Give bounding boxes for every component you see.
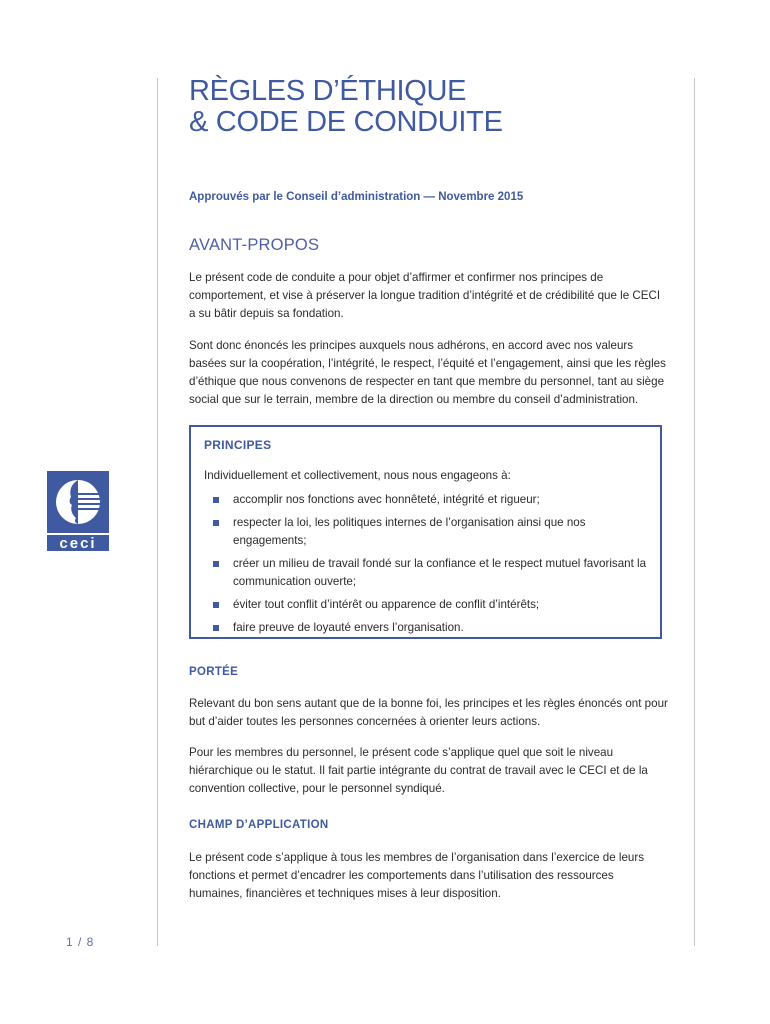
title-line-2: & CODE DE CONDUITE [189,106,503,138]
avant-propos-paragraph-1: Le présent code de conduite a pour objet d’affirmer et confirmer nos principes de comportement, et vise à préserver la longue tradition d’intégrité et de crédibilité que le CECI a su bâtir depuis sa fondation. [189,271,661,320]
list-item [213,596,653,614]
portee-paragraph-1: Relevant du bon sens autant que de la bonne foi, les principes et les règles énoncés ont pour but d’aider toutes les personnes concernées à orienter leurs actions. [189,697,668,728]
page-number: 1 / 8 [66,935,95,949]
ceci-logo-graphic [47,471,109,551]
list-item [213,619,653,637]
ceci-logo [47,471,109,551]
principes-box [189,425,662,639]
list-item [213,514,653,550]
bullet-square-icon [213,602,219,608]
bullet-square-icon [213,625,219,631]
principes-intro: Individuellement et collectivement, nous nous engageons à: [204,469,511,482]
title-line-1: RÈGLES D’ÉTHIQUE [189,75,467,107]
list-item [213,491,653,509]
champ-application-heading: CHAMP D’APPLICATION [189,819,329,831]
document-title [189,76,503,138]
list-item-text: créer un milieu de travail fondé sur la confiance et le respect mutuel favorisant la communication ouverte; [233,557,647,588]
principes-list [213,491,653,642]
left-margin-rule [157,78,158,946]
list-item-text: éviter tout conflit d’intérêt ou apparence de conflit d’intérêts; [233,598,540,611]
avant-propos-heading: AVANT-PROPOS [189,236,320,254]
portee-heading: PORTÉE [189,666,239,678]
bullet-square-icon [213,520,219,526]
portee-paragraph-2: Pour les membres du personnel, le présent code s’applique quel que soit le niveau hiérarchique ou le statut. Il fait partie intégrante du contrat de travail avec le CECI et de la convention collective, pour le personnel syndiqué. [189,746,648,795]
list-item-text: accomplir nos fonctions avec honnêteté, intégrité et rigueur; [233,493,540,506]
champ-application-paragraph: Le présent code s’applique à tous les membres de l’organisation dans l’exercice de leurs fonctions et permet d’encadrer les comportements dans l’utilisation des ressources humaines, financières et techniques mises à leur disposition. [189,851,644,900]
list-item-text: respecter la loi, les politiques internes de l’organisation ainsi que nos engagements; [233,516,586,547]
principes-heading: PRINCIPES [204,438,272,452]
bullet-square-icon [213,497,219,503]
bullet-square-icon [213,561,219,567]
list-item [213,555,653,591]
approval-note: Approuvés par le Conseil d’administration — Novembre 2015 [189,191,524,203]
right-margin-rule [694,78,695,946]
avant-propos-paragraph-2: Sont donc énoncés les principes auxquels nous adhérons, en accord avec nos valeurs basées sur la coopération, l’intégrité, le respect, l’équité et l’engagement, ainsi que les règles d’éthique que nous convenons de respecter en tant que membre du personnel, tant au siège social que sur le terrain, membre de la direction ou membre du conseil d’administration. [189,339,666,406]
list-item-text: faire preuve de loyauté envers l’organisation. [233,621,464,634]
logo-wordmark: ceci [59,535,97,551]
